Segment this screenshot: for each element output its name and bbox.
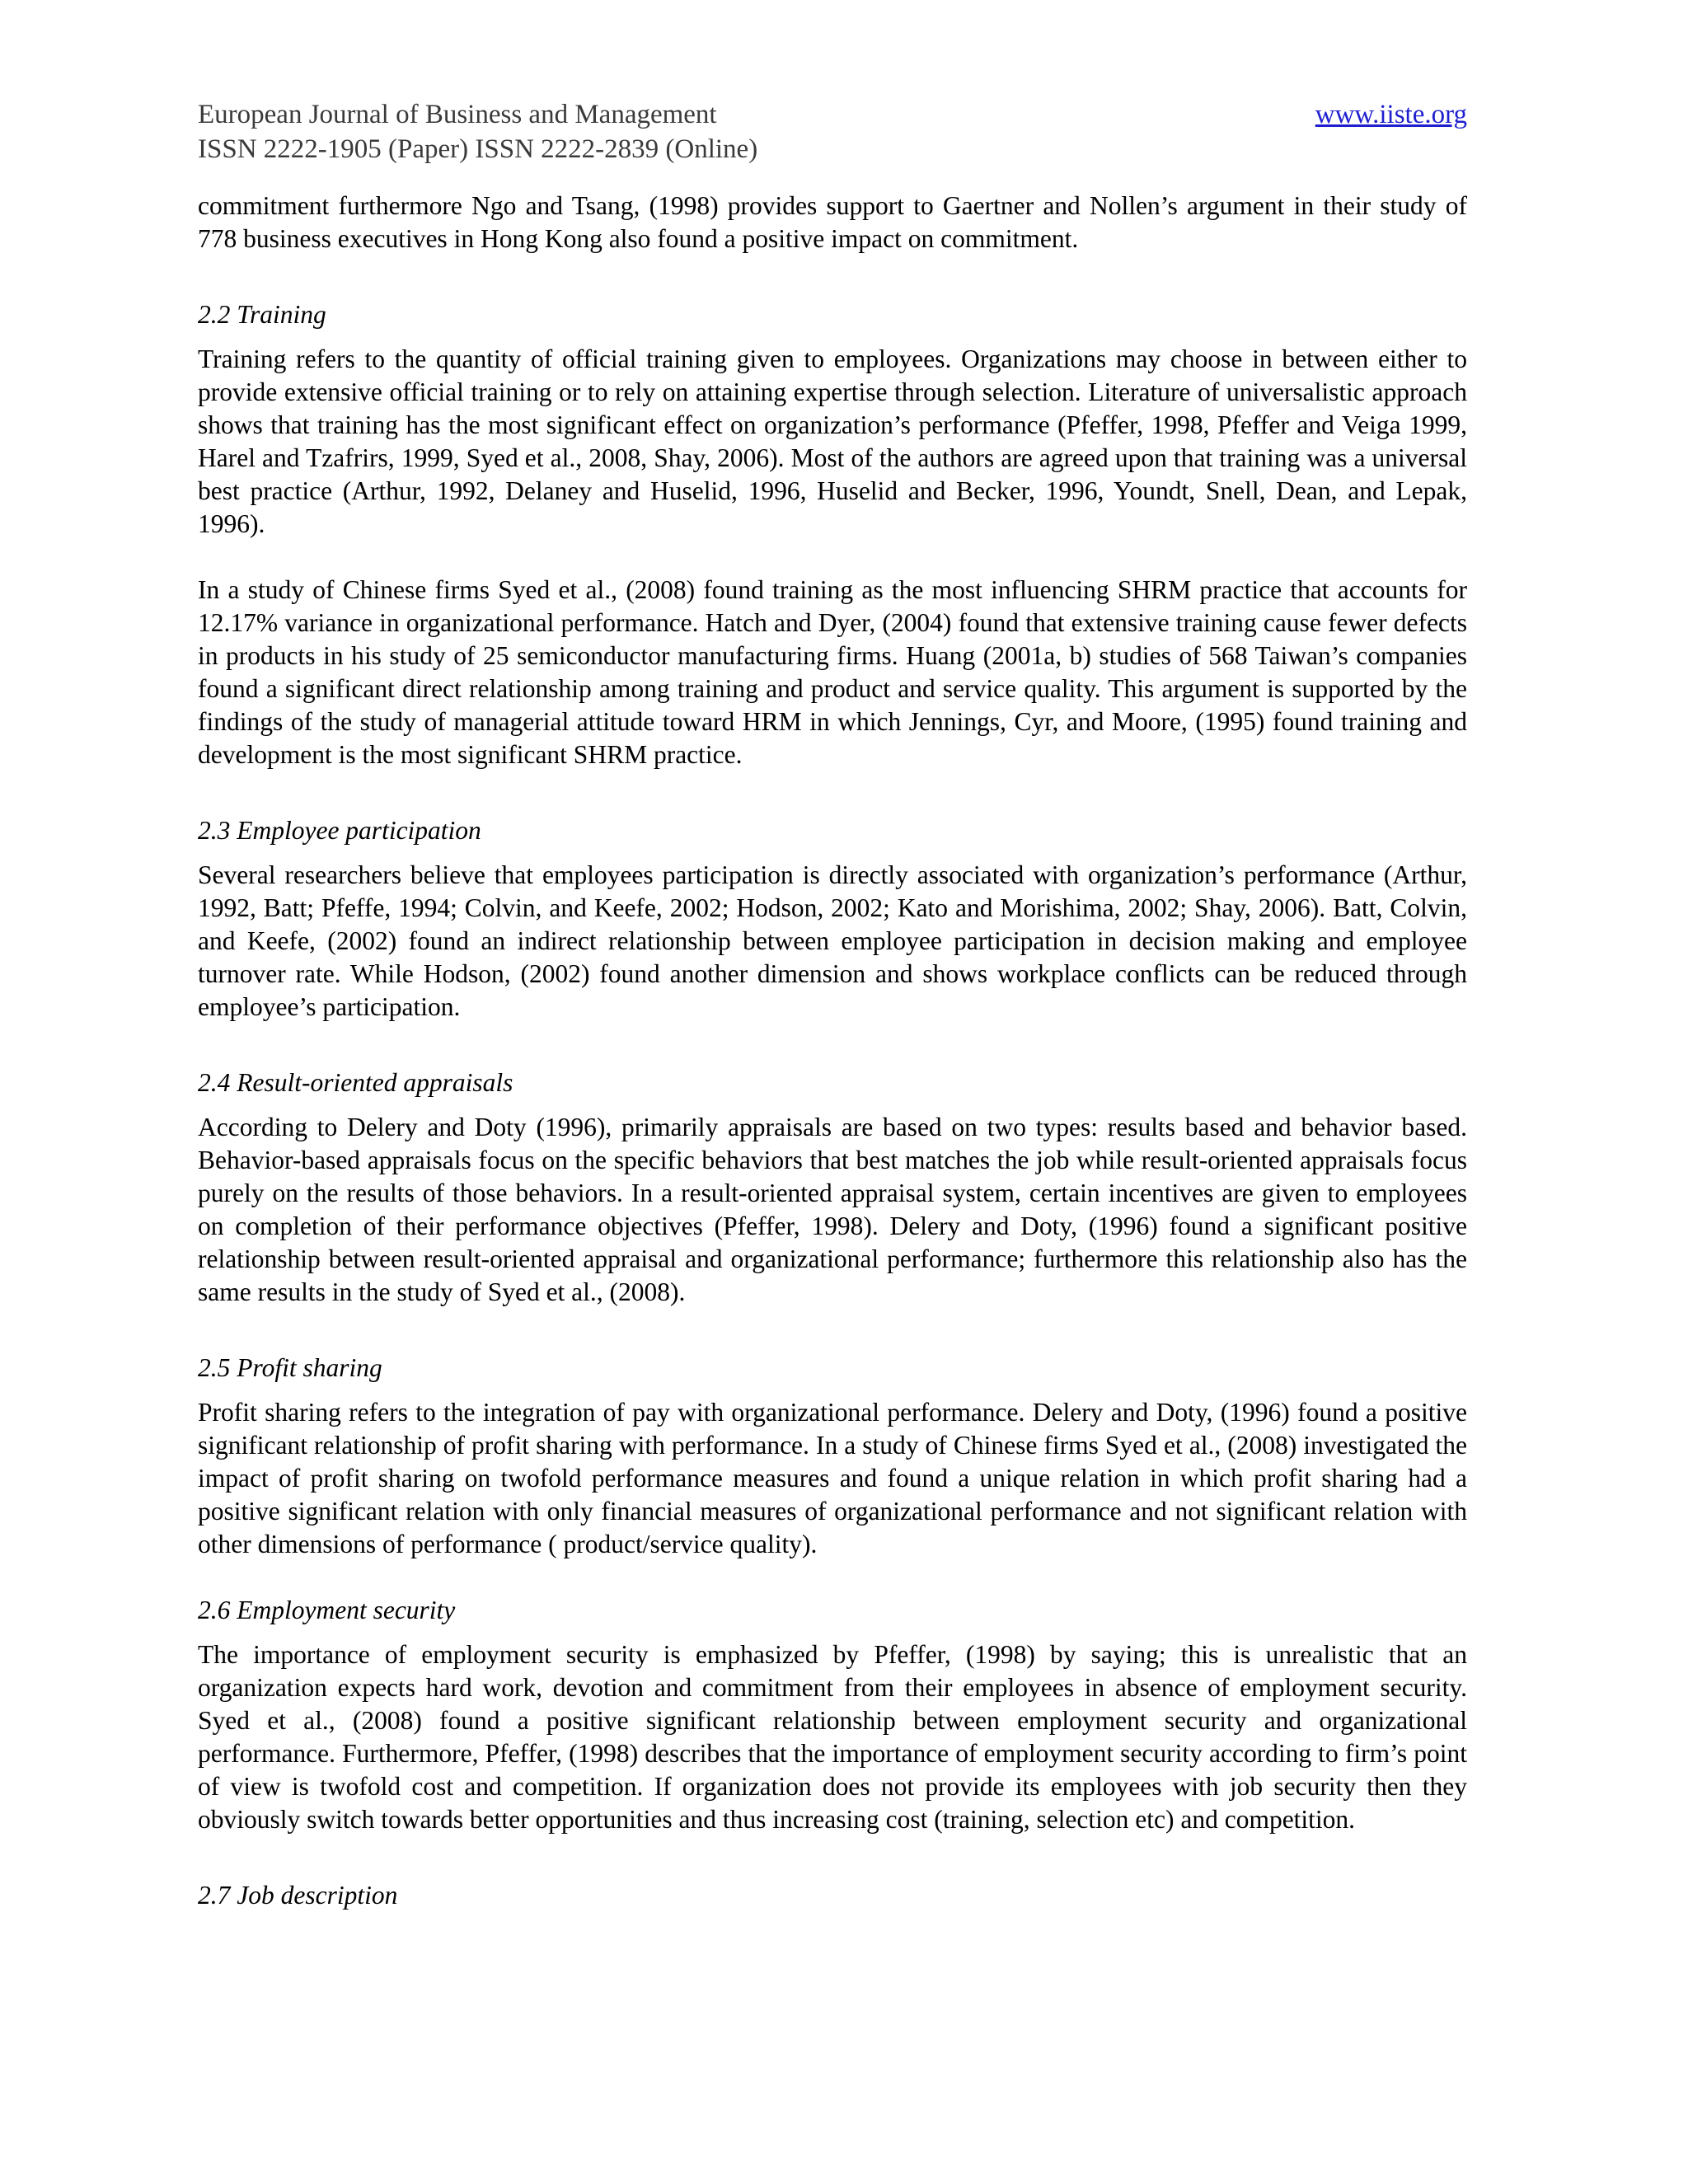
journal-title: European Journal of Business and Management [198, 100, 717, 129]
training-paragraph-2: In a study of Chinese firms Syed et al., (2008) found training as the most influencing SHRM practice that accounts for 12.17% variance in organizational performance. Hatch and Dyer, (2004) found that extensive training cause fewer defects in products in his study of 25 semiconductor manufacturing firms. Huang (2001a, b) studies of 568 Taiwan’s companies found a significant direct relationship among training and product and service quality. This argument is supported by the findings of the study of managerial attitude toward HRM in which Jennings, Cyr, and Moore, (1995) found training and development is the most significant SHRM practice. [198, 575, 1467, 769]
participation-paragraph: Several researchers believe that employees participation is directly associated with organization’s performance (Arthur, 1992, Batt; Pfeffe, 1994; Colvin, and Keefe, 2002; Hodson, 2002; Kato and Morishima, 2002; Shay, 2006). Batt, Colvin, and Keefe, (2002) found an indirect relationship between employee participation in decision making and employee turnover rate. While Hodson, (2002) found another dimension and shows workplace conflicts can be reduced through employee’s participation. [198, 860, 1467, 1021]
paper-page [198, 97, 1467, 1912]
profit-sharing-paragraph: Profit sharing refers to the integration of pay with organizational performance. Delery and Doty, (1996) found a positive significant relationship of profit sharing with performance. In a study of Chinese firms Syed et al., (2008) investigated the impact of profit sharing on twofold performance measures and found a unique relation in which profit sharing had a positive significant relation with only financial measures of organizational performance and not significant relation with other dimensions of performance ( product/service quality). [198, 1398, 1467, 1558]
running-header [198, 97, 1467, 166]
training-paragraph-1: Training refers to the quantity of official training given to employees. Organizations may choose in between either to provide extensive official training or to rely on attaining expertise through selection. Literature of universalistic approach shows that training has the most significant effect on organization’s performance (Pfeffer, 1998, Pfeffer and Veiga 1999, Harel and Tzafrirs, 1999, Syed et al., 2008, Shay, 2006). Most of the authors are agreed upon that training was a universal best practice (Arthur, 1992, Delaney and Huselid, 1996, Huselid and Becker, 1996, Youndt, Snell, Dean, and Lepak, 1996). [198, 344, 1467, 538]
issn-line: ISSN 2222-1905 (Paper) ISSN 2222-2839 (Online) [198, 134, 758, 164]
section-heading-training: 2.2 Training [198, 300, 326, 329]
employment-security-paragraph: The importance of employment security is emphasized by Pfeffer, (1998) by saying; this is unrealistic that an organization expects hard work, devotion and commitment from their employees in absence of employment security. Syed et al., (2008) found a positive significant relationship between employment security and organizational performance. Furthermore, Pfeffer, (1998) describes that the importance of employment security according to firm’s point of view is twofold cost and competition. If organization does not provide its employees with job security then they obviously switch towards better opportunities and thus increasing cost (training, selection etc) and competition. [198, 1640, 1467, 1834]
main-text [198, 190, 1467, 1912]
section-heading-employment-security: 2.6 Employment security [198, 1596, 456, 1624]
website-link[interactable]: www.iiste.org [1315, 100, 1467, 129]
section-heading-participation: 2.3 Employee participation [198, 816, 481, 845]
intro-paragraph: commitment furthermore Ngo and Tsang, (1998) provides support to Gaertner and Nollen’s argument in their study of 778 business executives in Hong Kong also found a positive impact on commitment. [198, 191, 1467, 253]
section-heading-job-description: 2.7 Job description [198, 1881, 398, 1910]
appraisals-paragraph: According to Delery and Doty (1996), primarily appraisals are based on two types: results based and behavior based. Behavior-based appraisals focus on the specific behaviors that best matches the job while result-oriented appraisals focus purely on the results of those behaviors. In a result-oriented appraisal system, certain incentives are given to employees on completion of their performance objectives (Pfeffer, 1998). Delery and Doty, (1996) found a significant positive relationship between result-oriented appraisal and organizational performance; furthermore this relationship also has the same results in the study of Syed et al., (2008). [198, 1113, 1467, 1306]
section-heading-profit-sharing: 2.5 Profit sharing [198, 1353, 382, 1382]
section-heading-appraisals: 2.4 Result-oriented appraisals [198, 1068, 513, 1097]
